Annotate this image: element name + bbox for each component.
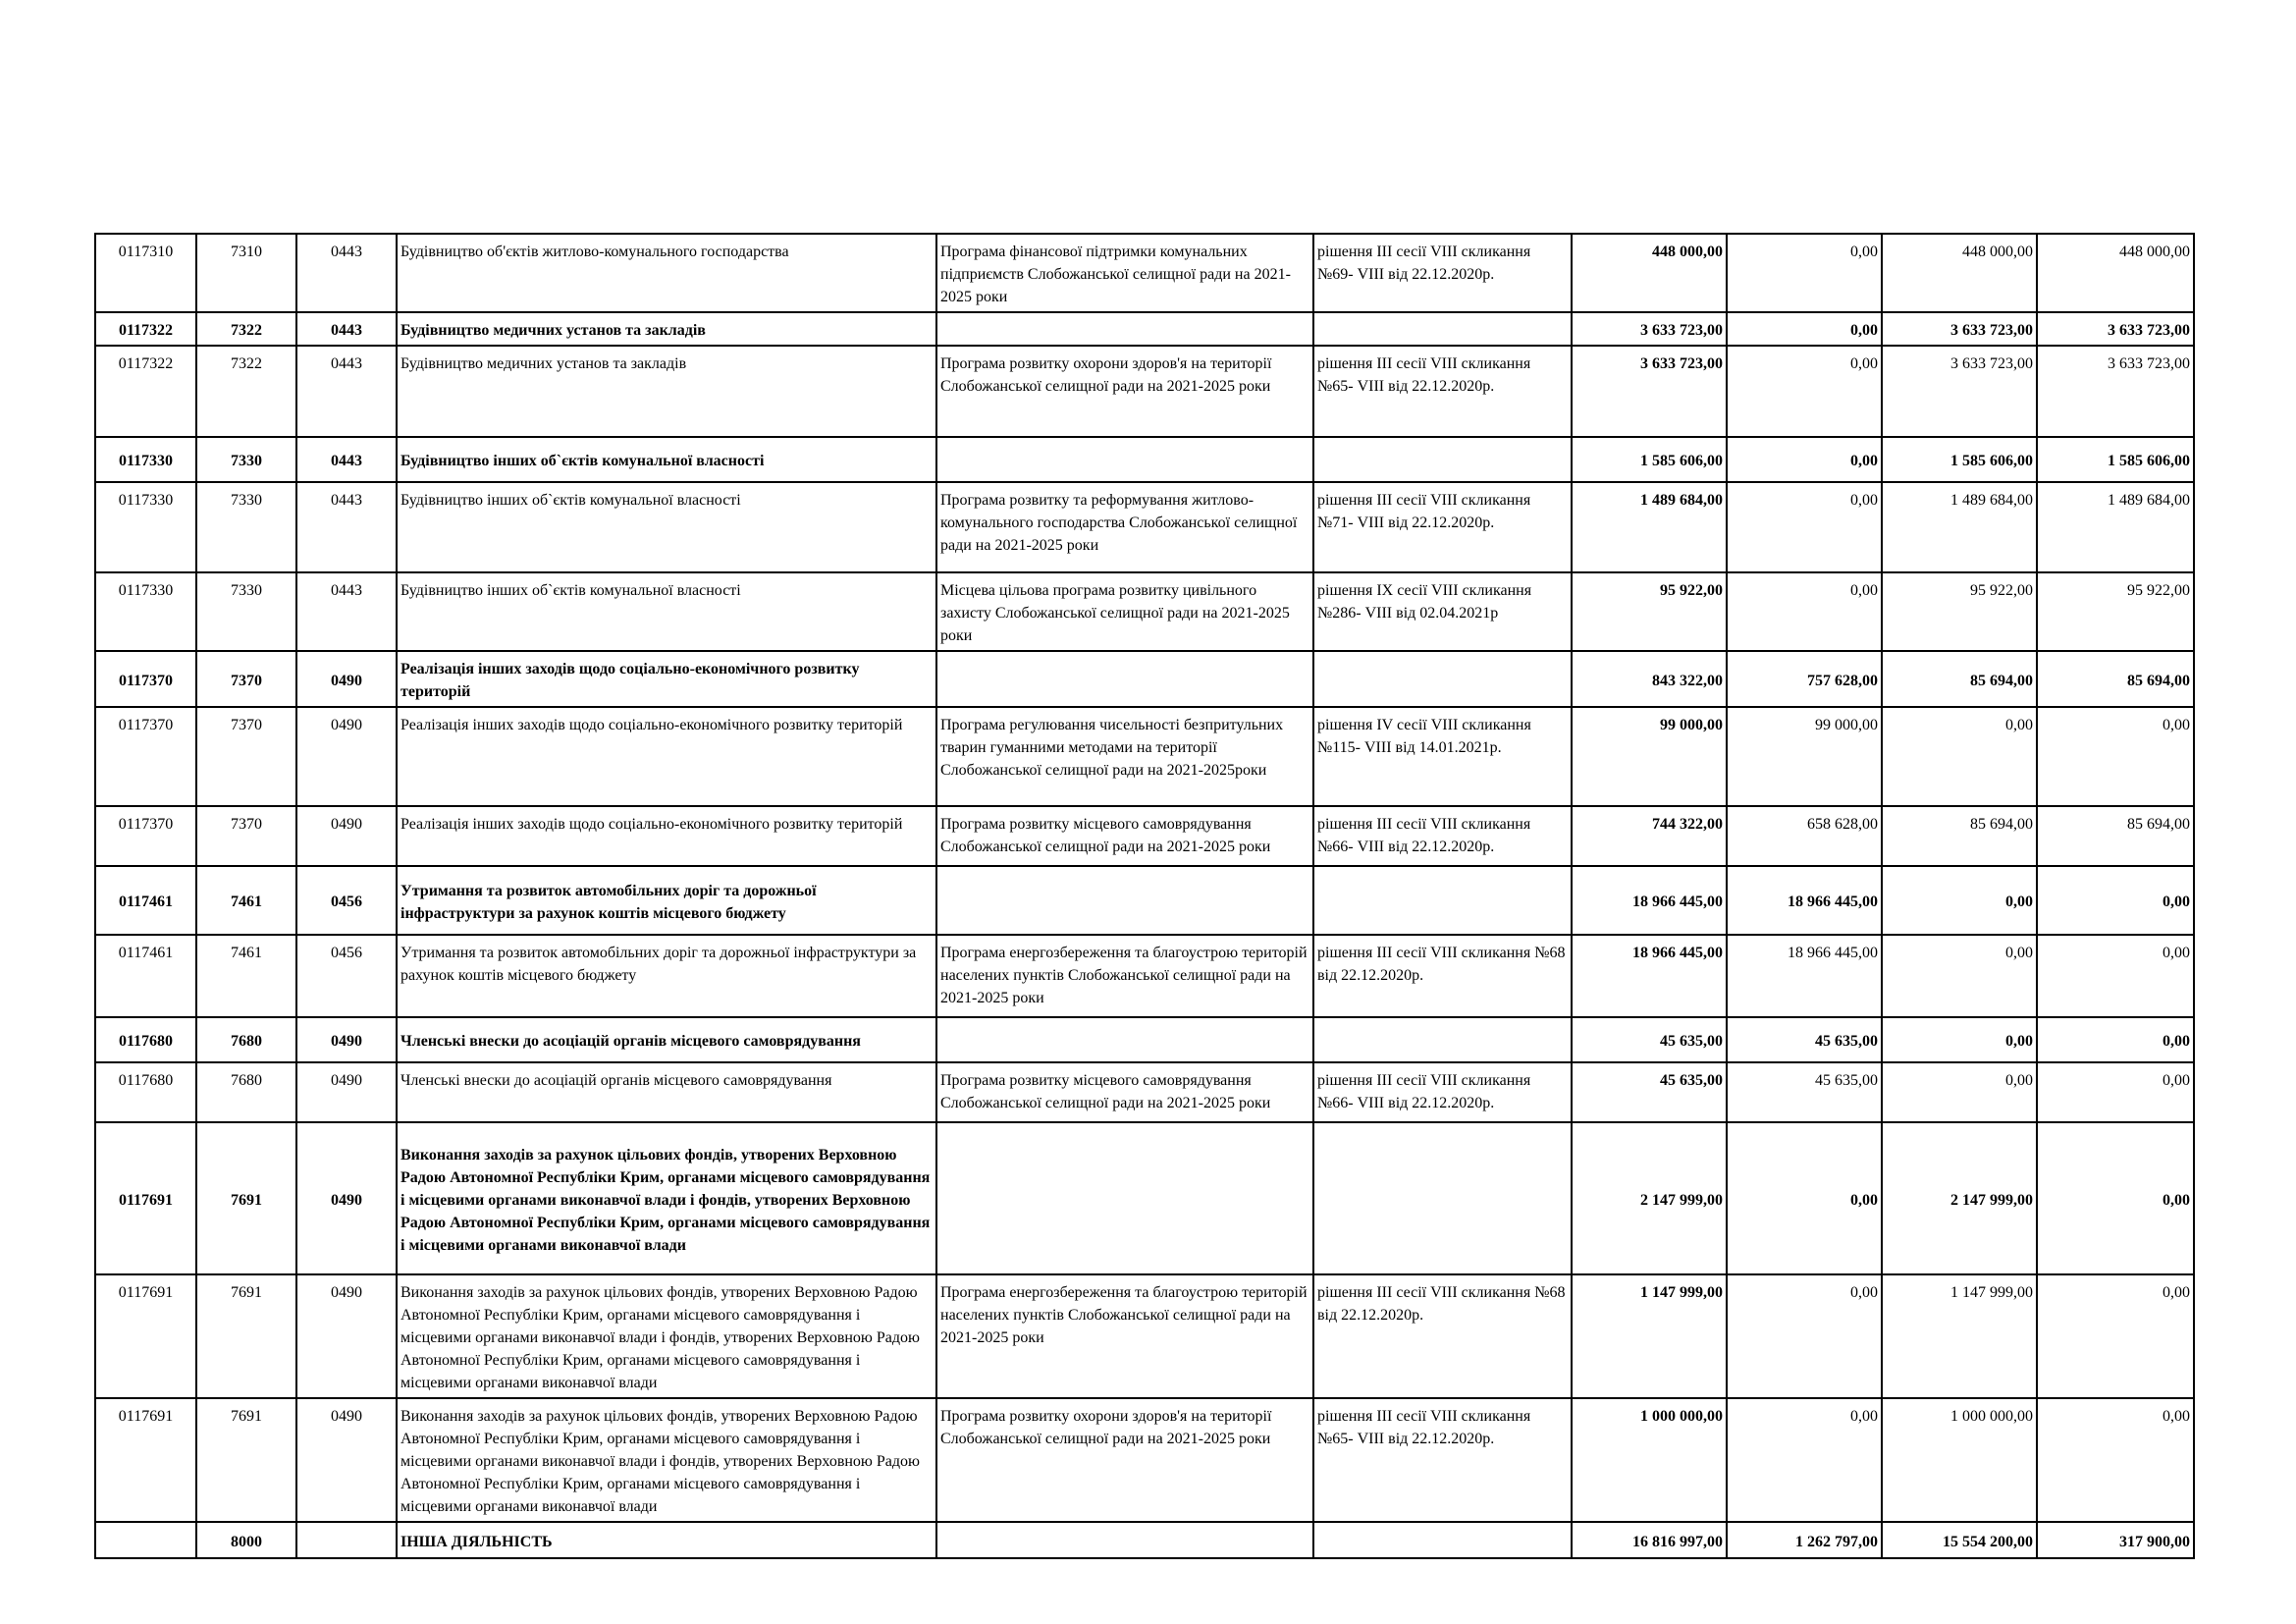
- total-amount-cell: 3 633 723,00: [1572, 346, 1727, 437]
- general-fund-cell: 757 628,00: [1727, 651, 1882, 707]
- expenditure-name-cell: Членські внески до асоціацій органів місцевого самоврядування: [397, 1062, 936, 1122]
- expenditure-name-cell: Утримання та розвиток автомобільних доріг та дорожньої інфраструктури за рахунок коштів місцевого бюджету: [397, 935, 936, 1017]
- expenditure-name-cell: Будівництво медичних установ та закладів: [397, 312, 936, 346]
- program-code-cell: 0117310: [95, 234, 196, 312]
- development-budget-cell: 0,00: [2037, 1062, 2194, 1122]
- development-budget-cell: 448 000,00: [2037, 234, 2194, 312]
- program-code-cell: [95, 1522, 196, 1558]
- kfk-code-cell: 0490: [296, 707, 397, 806]
- general-fund-cell: 99 000,00: [1727, 707, 1882, 806]
- decision-cell: рішення ІІІ сесії VIII скликання №68 від 22.12.2020р.: [1313, 935, 1572, 1017]
- decision-cell: [1313, 437, 1572, 482]
- development-budget-cell: 0,00: [2037, 935, 2194, 1017]
- kpk-code-cell: 7691: [196, 1398, 296, 1522]
- kfk-code-cell: 0490: [296, 806, 397, 866]
- subtotal-row: [95, 651, 2194, 707]
- decision-cell: [1313, 1017, 1572, 1062]
- program-name-cell: [936, 866, 1313, 935]
- program-name-cell: [936, 437, 1313, 482]
- decision-cell: рішення ІV сесії VIII скликання №115- VIII від 14.01.2021р.: [1313, 707, 1572, 806]
- program-name-cell: Програма розвитку та реформування житлово-комунального господарства Слобожанської селищної ради на 2021-2025 роки: [936, 482, 1313, 572]
- program-code-cell: 0117680: [95, 1062, 196, 1122]
- expenditure-name-cell: Виконання заходів за рахунок цільових фондів, утворених Верховною Радою Автономної Республіки Крим, органами місцевого самоврядування і місцевими органами виконавчої влади і фондів, утворених Верховною Радою Автономної Республіки Крим, органами місцевого самоврядування і місцевими органами виконавчої влади: [397, 1398, 936, 1522]
- kfk-code-cell: 0443: [296, 312, 397, 346]
- kfk-code-cell: 0443: [296, 482, 397, 572]
- program-code-cell: 0117691: [95, 1122, 196, 1274]
- program-code-cell: 0117330: [95, 437, 196, 482]
- program-code-cell: 0117330: [95, 572, 196, 651]
- development-budget-cell: 0,00: [2037, 1017, 2194, 1062]
- special-fund-cell: 85 694,00: [1882, 806, 2037, 866]
- kfk-code-cell: 0456: [296, 935, 397, 1017]
- program-name-cell: [936, 1017, 1313, 1062]
- program-name-cell: Програма розвитку охорони здоров'я на території Слобожанської селищної ради на 2021-2025 роки: [936, 346, 1313, 437]
- total-amount-cell: 1 000 000,00: [1572, 1398, 1727, 1522]
- table-row: [95, 1398, 2194, 1522]
- special-fund-cell: 95 922,00: [1882, 572, 2037, 651]
- total-amount-cell: 3 633 723,00: [1572, 312, 1727, 346]
- expenditure-name-cell: Реалізація інших заходів щодо соціально-економічного розвитку територій: [397, 806, 936, 866]
- general-fund-cell: 0,00: [1727, 1398, 1882, 1522]
- table-row: [95, 707, 2194, 806]
- budget-table: [94, 233, 2195, 1559]
- development-budget-cell: 0,00: [2037, 1398, 2194, 1522]
- total-amount-cell: 45 635,00: [1572, 1017, 1727, 1062]
- kpk-code-cell: 7461: [196, 866, 296, 935]
- development-budget-cell: 1 489 684,00: [2037, 482, 2194, 572]
- total-amount-cell: 1 489 684,00: [1572, 482, 1727, 572]
- total-amount-cell: 99 000,00: [1572, 707, 1727, 806]
- program-name-cell: Програма регулювання чисельності безпритульних тварин гуманними методами на території Слобожанської селищної ради на 2021-2025роки: [936, 707, 1313, 806]
- program-code-cell: 0117322: [95, 346, 196, 437]
- decision-cell: рішення ІІІ сесії VIII скликання №71- VIII від 22.12.2020р.: [1313, 482, 1572, 572]
- special-fund-cell: 1 000 000,00: [1882, 1398, 2037, 1522]
- program-name-cell: Програма розвитку місцевого самоврядування Слобожанської селищної ради на 2021-2025 роки: [936, 806, 1313, 866]
- subtotal-row: [95, 312, 2194, 346]
- table-row: [95, 346, 2194, 437]
- development-budget-cell: 0,00: [2037, 1274, 2194, 1398]
- development-budget-cell: 0,00: [2037, 1122, 2194, 1274]
- development-budget-cell: 0,00: [2037, 707, 2194, 806]
- kpk-code-cell: 7691: [196, 1122, 296, 1274]
- expenditure-name-cell: Утримання та розвиток автомобільних доріг та дорожньої інфраструктури за рахунок коштів місцевого бюджету: [397, 866, 936, 935]
- expenditure-name-cell: Реалізація інших заходів щодо соціально-економічного розвитку територій: [397, 707, 936, 806]
- kfk-code-cell: [296, 1522, 397, 1558]
- decision-cell: рішення ІІІ сесії VIII скликання №66- VIII від 22.12.2020р.: [1313, 806, 1572, 866]
- decision-cell: рішення ІІІ сесії VIII скликання №66- VIII від 22.12.2020р.: [1313, 1062, 1572, 1122]
- kpk-code-cell: 7370: [196, 707, 296, 806]
- general-fund-cell: 658 628,00: [1727, 806, 1882, 866]
- program-name-cell: Місцева цільова програма розвитку цивільного захисту Слобожанської селищної ради на 2021-2025 роки: [936, 572, 1313, 651]
- general-fund-cell: 0,00: [1727, 1274, 1882, 1398]
- special-fund-cell: 15 554 200,00: [1882, 1522, 2037, 1558]
- development-budget-cell: 1 585 606,00: [2037, 437, 2194, 482]
- kpk-code-cell: 7680: [196, 1062, 296, 1122]
- kfk-code-cell: 0490: [296, 1062, 397, 1122]
- program-name-cell: [936, 312, 1313, 346]
- program-name-cell: Програма енергозбереження та благоустрою територій населених пунктів Слобожанської селищної ради на 2021-2025 роки: [936, 935, 1313, 1017]
- table-row: [95, 1062, 2194, 1122]
- special-fund-cell: 3 633 723,00: [1882, 312, 2037, 346]
- table-row: [95, 234, 2194, 312]
- general-fund-cell: 0,00: [1727, 482, 1882, 572]
- special-fund-cell: 1 585 606,00: [1882, 437, 2037, 482]
- decision-cell: рішення ІІІ сесії VIII скликання №68 від 22.12.2020р.: [1313, 1274, 1572, 1398]
- general-fund-cell: 0,00: [1727, 1122, 1882, 1274]
- kfk-code-cell: 0443: [296, 234, 397, 312]
- program-code-cell: 0117330: [95, 482, 196, 572]
- general-fund-cell: 0,00: [1727, 234, 1882, 312]
- expenditure-name-cell: Будівництво медичних установ та закладів: [397, 346, 936, 437]
- development-budget-cell: 3 633 723,00: [2037, 312, 2194, 346]
- general-fund-cell: 0,00: [1727, 346, 1882, 437]
- general-fund-cell: 18 966 445,00: [1727, 935, 1882, 1017]
- general-fund-cell: 1 262 797,00: [1727, 1522, 1882, 1558]
- general-fund-cell: 0,00: [1727, 312, 1882, 346]
- program-code-cell: 0117322: [95, 312, 196, 346]
- table-row: [95, 482, 2194, 572]
- decision-cell: [1313, 651, 1572, 707]
- program-code-cell: 0117461: [95, 935, 196, 1017]
- total-amount-cell: 1 147 999,00: [1572, 1274, 1727, 1398]
- program-name-cell: Програма фінансової підтримки комунальних підприємств Слобожанської селищної ради на 2021-2025 роки: [936, 234, 1313, 312]
- total-amount-cell: 448 000,00: [1572, 234, 1727, 312]
- general-fund-cell: 45 635,00: [1727, 1062, 1882, 1122]
- kpk-code-cell: 7330: [196, 437, 296, 482]
- expenditure-name-cell: Будівництво об'єктів житлово-комунального господарства: [397, 234, 936, 312]
- table-row: [95, 806, 2194, 866]
- special-fund-cell: 1 489 684,00: [1882, 482, 2037, 572]
- special-fund-cell: 0,00: [1882, 707, 2037, 806]
- expenditure-name-cell: Виконання заходів за рахунок цільових фондів, утворених Верховною Радою Автономної Республіки Крим, органами місцевого самоврядування і місцевими органами виконавчої влади і фондів, утворених Верховною Радою Автономної Республіки Крим, органами місцевого самоврядування і місцевими органами виконавчої влади: [397, 1274, 936, 1398]
- decision-cell: [1313, 1522, 1572, 1558]
- kpk-code-cell: 7680: [196, 1017, 296, 1062]
- kfk-code-cell: 0443: [296, 437, 397, 482]
- table-row: [95, 1274, 2194, 1398]
- total-amount-cell: 45 635,00: [1572, 1062, 1727, 1122]
- kpk-code-cell: 8000: [196, 1522, 296, 1558]
- special-fund-cell: 448 000,00: [1882, 234, 2037, 312]
- expenditure-name-cell: Будівництво інших об`єктів комунальної власності: [397, 437, 936, 482]
- expenditure-name-cell: Будівництво інших об`єктів комунальної власності: [397, 482, 936, 572]
- subtotal-row: [95, 437, 2194, 482]
- expenditure-name-cell: Членські внески до асоціацій органів місцевого самоврядування: [397, 1017, 936, 1062]
- total-amount-cell: 1 585 606,00: [1572, 437, 1727, 482]
- development-budget-cell: 85 694,00: [2037, 806, 2194, 866]
- kpk-code-cell: 7330: [196, 482, 296, 572]
- general-fund-cell: 18 966 445,00: [1727, 866, 1882, 935]
- program-code-cell: 0117461: [95, 866, 196, 935]
- program-name-cell: Програма енергозбереження та благоустрою територій населених пунктів Слобожанської селищної ради на 2021-2025 роки: [936, 1274, 1313, 1398]
- program-name-cell: Програма розвитку охорони здоров'я на території Слобожанської селищної ради на 2021-2025 роки: [936, 1398, 1313, 1522]
- total-amount-cell: 744 322,00: [1572, 806, 1727, 866]
- expenditure-name-cell: Реалізація інших заходів щодо соціально-економічного розвитку територій: [397, 651, 936, 707]
- total-amount-cell: 843 322,00: [1572, 651, 1727, 707]
- subtotal-row: [95, 866, 2194, 935]
- kpk-code-cell: 7691: [196, 1274, 296, 1398]
- expenditure-name-cell: Будівництво інших об`єктів комунальної власності: [397, 572, 936, 651]
- kfk-code-cell: 0490: [296, 651, 397, 707]
- kfk-code-cell: 0490: [296, 1274, 397, 1398]
- development-budget-cell: 317 900,00: [2037, 1522, 2194, 1558]
- total-amount-cell: 2 147 999,00: [1572, 1122, 1727, 1274]
- subtotal-row: [95, 1122, 2194, 1274]
- development-budget-cell: 0,00: [2037, 866, 2194, 935]
- decision-cell: рішення ІІІ сесії VIII скликання №65- VIII від 22.12.2020р.: [1313, 1398, 1572, 1522]
- decision-cell: [1313, 866, 1572, 935]
- subtotal-row: [95, 1017, 2194, 1062]
- special-fund-cell: 2 147 999,00: [1882, 1122, 2037, 1274]
- total-amount-cell: 18 966 445,00: [1572, 866, 1727, 935]
- general-fund-cell: 0,00: [1727, 572, 1882, 651]
- kfk-code-cell: 0443: [296, 572, 397, 651]
- decision-cell: рішення ІІІ сесії VIII скликання №65- VIII від 22.12.2020р.: [1313, 346, 1572, 437]
- program-name-cell: [936, 1522, 1313, 1558]
- decision-cell: [1313, 312, 1572, 346]
- program-name-cell: [936, 1122, 1313, 1274]
- total-row: [95, 1522, 2194, 1558]
- decision-cell: [1313, 1122, 1572, 1274]
- program-name-cell: [936, 651, 1313, 707]
- development-budget-cell: 95 922,00: [2037, 572, 2194, 651]
- program-code-cell: 0117691: [95, 1398, 196, 1522]
- total-amount-cell: 16 816 997,00: [1572, 1522, 1727, 1558]
- kfk-code-cell: 0490: [296, 1122, 397, 1274]
- program-code-cell: 0117370: [95, 806, 196, 866]
- decision-cell: рішення ІХ сесії VIII скликання №286- VIII від 02.04.2021р: [1313, 572, 1572, 651]
- total-amount-cell: 95 922,00: [1572, 572, 1727, 651]
- kpk-code-cell: 7310: [196, 234, 296, 312]
- special-fund-cell: 1 147 999,00: [1882, 1274, 2037, 1398]
- decision-cell: рішення ІІІ сесії VIII скликання №69- VIII від 22.12.2020р.: [1313, 234, 1572, 312]
- general-fund-cell: 45 635,00: [1727, 1017, 1882, 1062]
- program-code-cell: 0117370: [95, 651, 196, 707]
- program-code-cell: 0117680: [95, 1017, 196, 1062]
- kpk-code-cell: 7370: [196, 651, 296, 707]
- kfk-code-cell: 0490: [296, 1017, 397, 1062]
- program-code-cell: 0117691: [95, 1274, 196, 1398]
- total-amount-cell: 18 966 445,00: [1572, 935, 1727, 1017]
- special-fund-cell: 85 694,00: [1882, 651, 2037, 707]
- program-code-cell: 0117370: [95, 707, 196, 806]
- kpk-code-cell: 7461: [196, 935, 296, 1017]
- kpk-code-cell: 7322: [196, 312, 296, 346]
- kpk-code-cell: 7322: [196, 346, 296, 437]
- kfk-code-cell: 0456: [296, 866, 397, 935]
- special-fund-cell: 0,00: [1882, 1017, 2037, 1062]
- program-name-cell: Програма розвитку місцевого самоврядування Слобожанської селищної ради на 2021-2025 роки: [936, 1062, 1313, 1122]
- special-fund-cell: 0,00: [1882, 935, 2037, 1017]
- development-budget-cell: 85 694,00: [2037, 651, 2194, 707]
- kfk-code-cell: 0490: [296, 1398, 397, 1522]
- development-budget-cell: 3 633 723,00: [2037, 346, 2194, 437]
- general-fund-cell: 0,00: [1727, 437, 1882, 482]
- table-row: [95, 935, 2194, 1017]
- expenditure-name-cell: ІНША ДІЯЛЬНІСТЬ: [397, 1522, 936, 1558]
- table-body: [95, 234, 2194, 1558]
- special-fund-cell: 3 633 723,00: [1882, 346, 2037, 437]
- kpk-code-cell: 7330: [196, 572, 296, 651]
- table-row: [95, 572, 2194, 651]
- kpk-code-cell: 7370: [196, 806, 296, 866]
- expenditure-name-cell: Виконання заходів за рахунок цільових фондів, утворених Верховною Радою Автономної Республіки Крим, органами місцевого самоврядування і місцевими органами виконавчої влади і фондів, утворених Верховною Радою Автономної Республіки Крим, органами місцевого самоврядування і місцевими органами виконавчої влади: [397, 1122, 936, 1274]
- special-fund-cell: 0,00: [1882, 1062, 2037, 1122]
- kfk-code-cell: 0443: [296, 346, 397, 437]
- special-fund-cell: 0,00: [1882, 866, 2037, 935]
